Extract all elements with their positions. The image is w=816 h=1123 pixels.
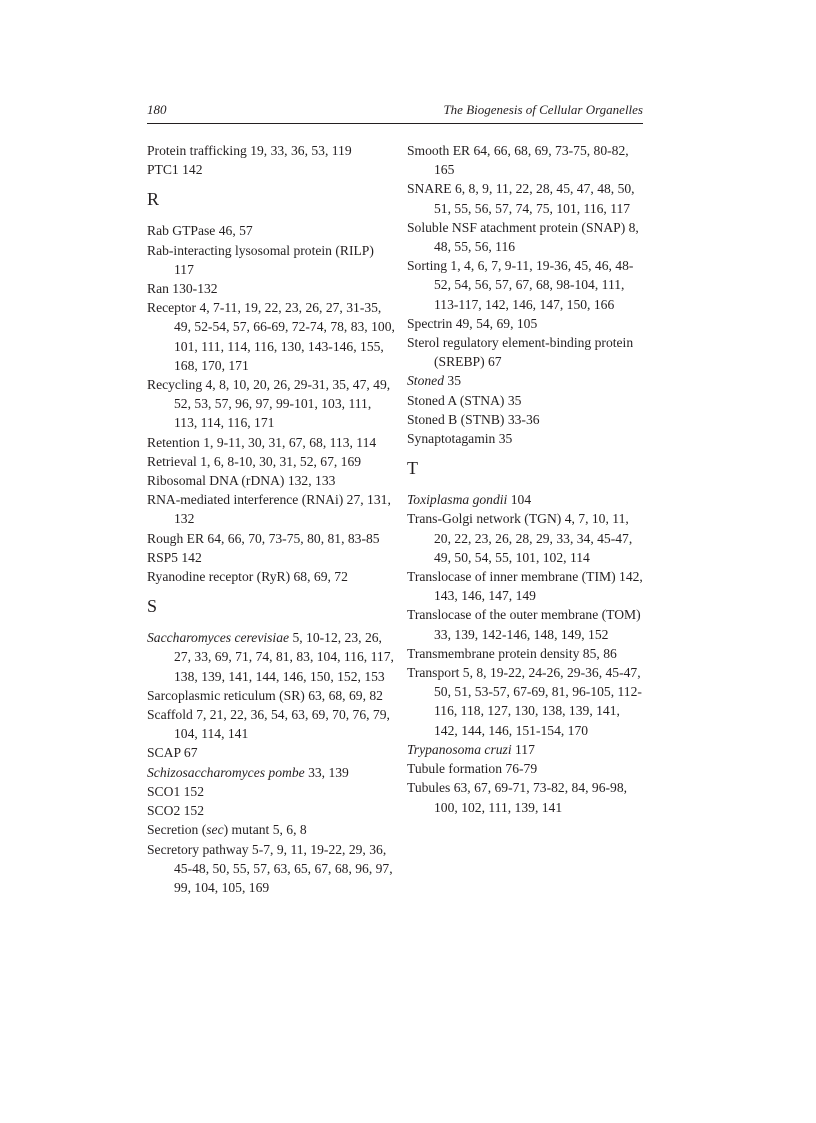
entry-italic-term: Toxiplasma gondii <box>407 492 508 508</box>
index-entry <box>407 567 647 605</box>
index-entry <box>147 221 395 240</box>
index-entry <box>147 471 395 490</box>
index-entry <box>147 705 395 743</box>
entry-italic-term: Schizosaccharomyces pombe <box>147 764 305 780</box>
entry-text: Stoned A (STNA) 35 <box>407 392 522 408</box>
index-column-left <box>147 141 395 897</box>
index-entry <box>407 371 647 390</box>
entry-text: RNA-mediated interference (RNAi) 27, 131, 132 <box>147 492 391 527</box>
entry-text: Rough ER 64, 66, 70, 73-75, 80, 81, 83-85 <box>147 530 380 546</box>
running-header <box>147 101 643 124</box>
entry-text: Protein trafficking 19, 33, 36, 53, 119 <box>147 143 352 158</box>
entry-text: Sorting 1, 4, 6, 7, 9-11, 19-36, 45, 46, 48-52, 54, 56, 57, 67, 68, 98-104, 111, 113-117, 142, 146, 147, 150, 166 <box>407 258 634 312</box>
index-entry <box>407 141 647 179</box>
index-entry <box>147 743 395 762</box>
index-entry <box>147 763 395 782</box>
index-entry <box>147 433 395 452</box>
entry-text: SCAP 67 <box>147 745 198 761</box>
entry-text: PTC1 142 <box>147 162 203 178</box>
entry-text: Stoned B (STNB) 33-36 <box>407 411 540 427</box>
index-letter-heading: S <box>147 596 158 617</box>
entry-italic-term: Saccharomyces cerevisiae <box>147 630 290 646</box>
index-entry <box>147 298 395 375</box>
entry-text: Translocase of the outer membrane (TOM) 33, 139, 142-146, 148, 149, 152 <box>407 607 641 642</box>
entry-prefix: Secretion ( <box>147 822 207 838</box>
entry-text: SCO2 152 <box>147 803 205 819</box>
entry-text: Receptor 4, 7-11, 19, 22, 23, 26, 27, 31-35, 49, 52-54, 57, 66-69, 72-74, 78, 83, 100, 101, 111, 114, 116, 130, 143-146, 155, 168, 170, 171 <box>147 300 395 373</box>
index-entry <box>147 279 395 298</box>
entry-text: Sarcoplasmic reticulum (SR) 63, 68, 69, 82 <box>147 687 383 703</box>
index-entry <box>407 333 647 371</box>
entry-text: Spectrin 49, 54, 69, 105 <box>407 315 538 331</box>
index-entry <box>407 391 647 410</box>
entry-text: Smooth ER 64, 66, 68, 69, 73-75, 80-82, 165 <box>407 143 629 178</box>
index-entry <box>407 778 647 816</box>
index-entry <box>407 605 647 643</box>
index-entry <box>407 740 647 759</box>
entry-text: SNARE 6, 8, 9, 11, 22, 28, 45, 47, 48, 50, 51, 55, 56, 57, 74, 75, 101, 116, 117 <box>407 181 635 216</box>
index-entry <box>407 509 647 567</box>
entry-text: Retrieval 1, 6, 8-10, 30, 31, 52, 67, 169 <box>147 453 362 469</box>
index-entry <box>147 375 395 433</box>
index-entry <box>147 801 395 820</box>
index-entry <box>147 567 395 586</box>
entry-text: Secretory pathway 5-7, 9, 11, 19-22, 29, 36, 45-48, 50, 55, 57, 63, 65, 67, 68, 96, 97, 99, 104, 105, 169 <box>147 841 393 895</box>
index-entry <box>147 628 395 686</box>
index-entry <box>407 314 647 333</box>
entry-text: Retention 1, 9-11, 30, 31, 67, 68, 113, 114 <box>147 434 377 450</box>
index-entry <box>407 410 647 429</box>
page-number: 180 <box>147 102 167 117</box>
entry-text: Ryanodine receptor (RyR) 68, 69, 72 <box>147 569 348 585</box>
index-entry <box>147 782 395 801</box>
index-entry <box>147 490 395 528</box>
index-entry <box>407 490 647 509</box>
index-entry <box>147 141 395 160</box>
entry-text: Rab-interacting lysosomal protein (RILP) 117 <box>147 242 374 277</box>
entry-text: 5, 10-12, 23, 26, 27, 33, 69, 71, 74, 81, 83, 104, 116, 117, 138, 139, 141, 144, 146, 150, 152, 153 <box>174 630 394 684</box>
entry-text: Tubule formation 76-79 <box>407 761 538 777</box>
entry-text: Translocase of inner membrane (TIM) 142, 143, 146, 147, 149 <box>407 569 643 604</box>
index-entry <box>147 452 395 471</box>
entry-text: Synaptotagamin 35 <box>407 431 513 447</box>
index-entry <box>407 218 647 256</box>
index-entry <box>147 840 395 898</box>
index-entry <box>407 256 647 314</box>
entry-text: 104 <box>507 492 532 508</box>
entry-text: Soluble NSF atachment protein (SNAP) 8, 48, 55, 56, 116 <box>407 219 639 255</box>
index-entry <box>147 686 395 705</box>
entry-italic-term: Trypanosoma cruzi <box>407 741 512 757</box>
entry-text: RSP5 142 <box>147 549 202 565</box>
entry-text: Scaffold 7, 21, 22, 36, 54, 63, 69, 70, 76, 79, 104, 114, 141 <box>147 707 390 742</box>
index-entry <box>147 529 395 548</box>
index-entry <box>147 820 395 839</box>
entry-text: SCO1 152 <box>147 783 205 799</box>
index-entry <box>407 759 647 778</box>
entry-text: Tubules 63, 67, 69-71, 73-82, 84, 96-98, 100, 102, 111, 139, 141 <box>407 780 628 815</box>
index-letter-heading: R <box>147 189 160 210</box>
entry-italic-term: sec <box>206 822 224 838</box>
index-entry <box>407 179 647 217</box>
entry-text: 117 <box>511 741 535 757</box>
index-letter-heading: T <box>407 458 418 479</box>
index-column-right <box>407 141 647 817</box>
entry-italic-term: Stoned <box>407 373 444 389</box>
entry-text: Rab GTPase 46, 57 <box>147 223 253 239</box>
index-entry <box>407 429 647 448</box>
entry-text: Transport 5, 8, 19-22, 24-26, 29-36, 45-47, 50, 51, 53-57, 67-69, 81, 96-105, 112-116, 118, 127, 130, 138, 139, 141, 142, 144, 146, 151-154, 170 <box>407 665 642 738</box>
entry-text: Recycling 4, 8, 10, 20, 26, 29-31, 35, 47, 49, 52, 53, 57, 96, 97, 99-101, 103, 111, 113, 114, 116, 171 <box>147 377 391 431</box>
entry-text: Trans-Golgi network (TGN) 4, 7, 10, 11, 20, 22, 23, 26, 28, 29, 33, 34, 45-47, 49, 50, 54, 55, 101, 102, 114 <box>407 511 633 565</box>
index-entry <box>407 663 647 740</box>
entry-text: Sterol regulatory element-binding protein (SREBP) 67 <box>407 335 634 370</box>
index-entry <box>147 160 395 179</box>
index-entry <box>407 644 647 663</box>
entry-text: Ribosomal DNA (rDNA) 132, 133 <box>147 473 336 489</box>
entry-text: Transmembrane protein density 85, 86 <box>407 645 617 661</box>
entry-text: 33, 139 <box>304 764 349 780</box>
entry-text: ) mutant 5, 6, 8 <box>223 822 307 838</box>
index-entry <box>147 241 395 279</box>
index-entry <box>147 548 395 567</box>
book-title: The Biogenesis of Cellular Organelles <box>443 102 643 117</box>
entry-text: 35 <box>444 373 461 389</box>
entry-text: Ran 130-132 <box>147 281 218 297</box>
